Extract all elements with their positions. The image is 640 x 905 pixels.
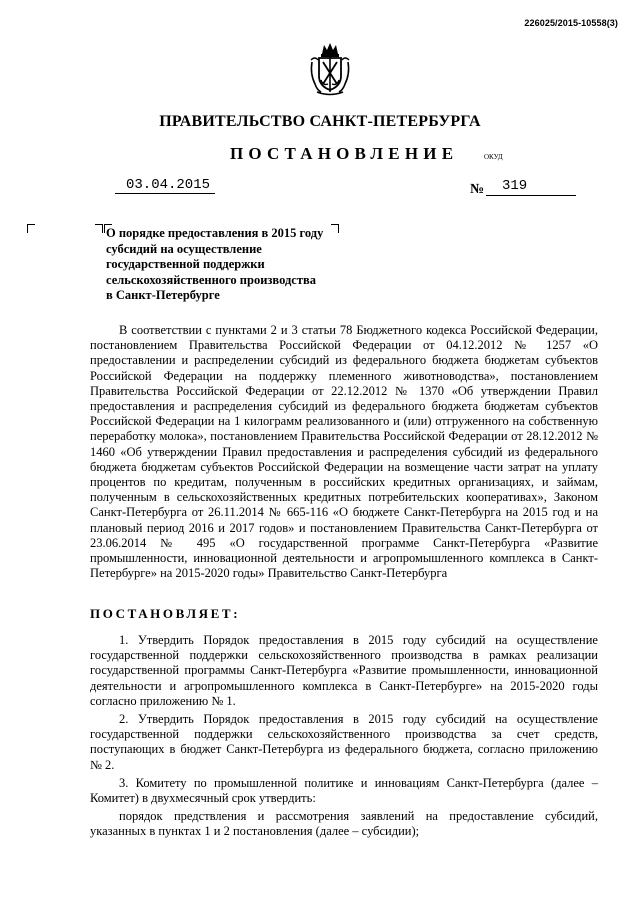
number-underline: [486, 195, 576, 196]
document-code: 226025/2015-10558(3): [524, 18, 618, 28]
document-number: 319: [502, 178, 528, 194]
subject-line: О порядке предоставления в 2015 году: [106, 226, 324, 240]
government-title: ПРАВИТЕЛЬСТВО САНКТ-ПЕТЕРБУРГА: [159, 113, 481, 130]
document-date: 03.04.2015: [126, 177, 211, 193]
decree-items: [90, 633, 598, 843]
number-label: №: [470, 182, 485, 197]
okud-label: ОКУД: [484, 153, 503, 161]
coat-of-arms-icon: [309, 40, 351, 98]
decree-item: порядок предствления и рассмотрения заявлений на предоставление субсидий, указанных в пунктах 1 и 2 постановления (далее – субсидии);: [90, 809, 598, 839]
preamble-paragraph: В соответствии с пунктами 2 и 3 статьи 78 Бюджетного кодекса Российской Федерации, постановлением Правительства Российской Федерации от 04.12.2012 № 1257 «О предоставлении и распределении субсидий из федерального бюджета бюджетам субъектов Российской Федерации на поддержку племенного животноводства», постановлением Правительства Российской Федерации от 22.12.2012 № 1370 «Об утверждении Правил предоставления и распределения субсидий из федерального бюджета бюджетам субъектов Российской Федерации на 1 килограмм реализованного и (или) отгруженного на собственную переработку молока», постановлением Правительства Российской Федерации от 28.12.2012 № 1460 «Об утверждении Правил предоставления и распределения субсидий из федерального бюджета бюджетам субъектов Российской Федерации на возмещение части затрат на уплату процентов по кредитам, полученным в российских кредитных организациях, и займам, полученным в сельскохозяйственных кредитных потребительских кооперативах», Законом Санкт-Петербурга от 26.11.2014 № 665-116 «О бюджете Санкт-Петербурга на 2015 год и на плановый период 2016 и 2017 годов» и постановлением Правительства Санкт-Петербурга от 23.06.2014 № 495 «О государственной программе Санкт-Петербурга «Развитие промышленности, инновационной деятельности и агропромышленного комплекса в Санкт-Петербурге» на 2015-2020 годы» Правительство Санкт-Петербурга: [90, 323, 598, 581]
resolves-heading: ПОСТАНОВЛЯЕТ:: [90, 606, 241, 621]
subject-line: субсидий на осуществление: [106, 241, 262, 256]
decree-item: 3. Комитету по промышленной политике и инновациям Санкт-Петербурга (далее – Комитет) в двухмесячный срок утвердить:: [90, 775, 598, 806]
corner-mark: [27, 224, 35, 233]
subject-line: сельскохозяйственного производства: [106, 272, 316, 287]
date-underline: [115, 193, 215, 194]
preamble: [90, 323, 598, 581]
document-type-title: ПОСТАНОВЛЕНИЕ: [230, 144, 459, 163]
decree-item: 2. Утвердить Порядок предоставления в 2015 году субсидий на осуществление государственной поддержки сельскохозяйственного производства за счет средств, поступающих в бюджет Санкт-Петербурга из федерального бюджета, согласно приложению № 2.: [90, 712, 598, 772]
subject-line: государственной поддержки: [106, 257, 265, 271]
document-subject: [106, 226, 346, 304]
decree-item: 1. Утвердить Порядок предоставления в 2015 году субсидий на осуществление государственной поддержки сельскохозяйственного производства в рамках реализации государственной программы Санкт-Петербурга «Развитие промышленности, инновационной деятельности и агропромышленного комплекса в Санкт-Петербурге» на 2015-2020 годы согласно приложению № 1.: [90, 633, 598, 708]
subject-line: в Санкт-Петербурге: [106, 288, 220, 302]
corner-mark: [95, 224, 103, 233]
